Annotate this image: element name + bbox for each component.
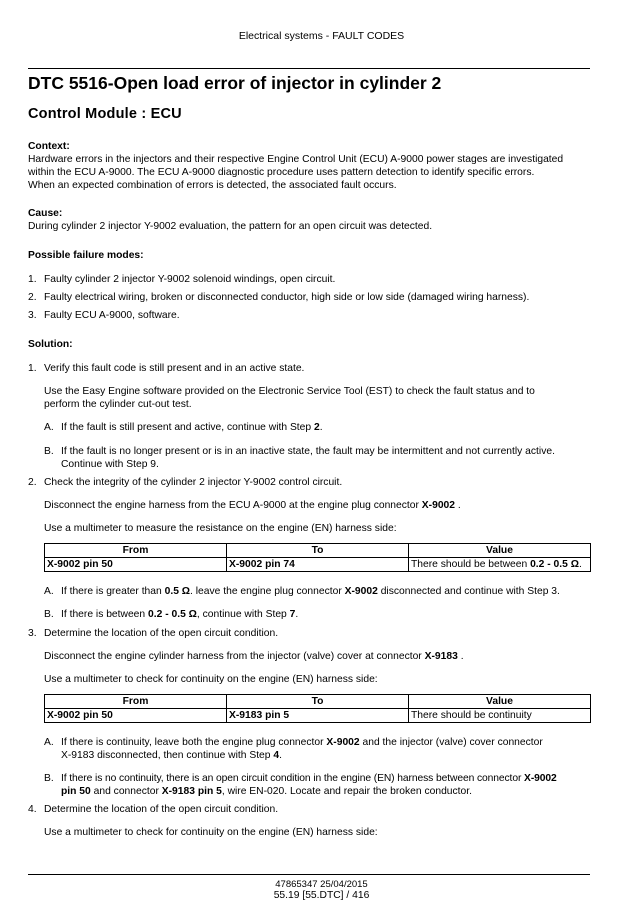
table-header-value: Value (409, 695, 591, 709)
step-number: 1. (28, 363, 37, 374)
failure-mode-item: Faulty electrical wiring, broken or disconnected conductor, high side or low side (damaged wiring harness). (44, 292, 530, 303)
table-cell-value: There should be between 0.2 - 0.5 Ω. (409, 558, 591, 572)
footer-rule (28, 874, 590, 875)
substep-letter: B. (44, 446, 54, 457)
cause-text: During cylinder 2 injector Y-9002 evaluation, the pattern for an open circuit was detected. (28, 221, 433, 232)
substep-letter: B. (44, 773, 54, 784)
step-2-substep-b: If there is between 0.2 - 0.5 Ω, continue with Step 7. (61, 609, 299, 620)
step-1-substep-a: If the fault is still present and active, continue with Step 2. (61, 422, 323, 433)
table-header-row (45, 544, 591, 558)
footer-doc-id: 47865347 25/04/2015 (275, 879, 368, 890)
cause-heading: Cause: (28, 208, 63, 219)
table-cell-value: There should be continuity (409, 709, 591, 723)
table-row (45, 709, 591, 723)
table-cell-from: X-9002 pin 50 (45, 709, 227, 723)
failure-mode-item: Faulty cylinder 2 injector Y-9002 solenoid windings, open circuit. (44, 274, 336, 285)
context-line-3: When an expected combination of errors is detected, the associated fault occurs. (28, 180, 397, 191)
solution-heading: Solution: (28, 339, 73, 350)
step-1-detail-line-2: perform the cylinder cut-out test. (44, 399, 192, 410)
step-3-substep-b-line-1: If there is no continuity, there is an open circuit condition in the engine (EN) harness between connector X-9002 (61, 773, 557, 784)
running-header: Electrical systems - FAULT CODES (238, 30, 405, 42)
step-3-substep-a-line-1: If there is continuity, leave both the engine plug connector X-9002 and the injector (valve) cover connector (61, 737, 543, 748)
step-1-substep-b-line-1: If the fault is no longer present or is in an inactive state, the fault may be intermittent and not currently active. (61, 446, 555, 457)
substep-letter: A. (44, 422, 54, 433)
footer-page-number: 55.19 [55.DTC] / 416 (273, 890, 370, 901)
header-rule (28, 68, 590, 69)
table-header-row (45, 695, 591, 709)
context-line-2: within the ECU A-9000. The ECU A-9000 diagnostic procedure uses pattern detection to identify specific errors. (28, 167, 535, 178)
page-title: DTC 5516-Open load error of injector in cylinder 2 (28, 73, 442, 93)
step-2-text: Check the integrity of the cylinder 2 injector Y-9002 control circuit. (44, 477, 343, 488)
step-3-disconnect: Disconnect the engine cylinder harness from the injector (valve) cover at connector X-9183 . (44, 651, 464, 662)
failure-mode-number: 1. (28, 274, 37, 285)
step-1-text: Verify this fault code is still present and in an active state. (44, 363, 305, 374)
step-2-resistance-table (44, 543, 591, 572)
step-3-substep-a-line-2: X-9183 disconnected, then continue with Step 4. (61, 750, 282, 761)
step-3-text: Determine the location of the open circuit condition. (44, 628, 279, 639)
step-1-substep-b-line-2: Continue with Step 9. (61, 459, 159, 470)
context-heading: Context: (28, 141, 70, 152)
substep-letter: A. (44, 737, 54, 748)
step-4-text: Determine the location of the open circuit condition. (44, 804, 279, 815)
step-3-substep-b-line-2: pin 50 and connector X-9183 pin 5, wire EN-020. Locate and repair the broken conductor. (61, 786, 472, 797)
substep-letter: B. (44, 609, 54, 620)
table-header-to: To (227, 544, 409, 558)
step-2-disconnect: Disconnect the engine harness from the ECU A-9000 at the engine plug connector X-9002 . (44, 500, 461, 511)
control-module-heading: Control Module : ECU (28, 106, 182, 122)
step-3-continuity-table (44, 694, 591, 723)
table-header-from: From (45, 544, 227, 558)
context-line-1: Hardware errors in the injectors and their respective Engine Control Unit (ECU) A-9000 power stages are investigated (28, 154, 564, 165)
failure-mode-item: Faulty ECU A-9000, software. (44, 310, 180, 321)
step-3-measure: Use a multimeter to check for continuity on the engine (EN) harness side: (44, 674, 378, 685)
table-header-value: Value (409, 544, 591, 558)
step-number: 3. (28, 628, 37, 639)
failure-modes-heading: Possible failure modes: (28, 250, 144, 261)
failure-mode-number: 2. (28, 292, 37, 303)
table-header-to: To (227, 695, 409, 709)
step-number: 4. (28, 804, 37, 815)
step-number: 2. (28, 477, 37, 488)
substep-letter: A. (44, 586, 54, 597)
table-row (45, 558, 591, 572)
step-2-measure: Use a multimeter to measure the resistance on the engine (EN) harness side: (44, 523, 397, 534)
table-cell-to: X-9183 pin 5 (227, 709, 409, 723)
step-1-detail-line-1: Use the Easy Engine software provided on the Electronic Service Tool (EST) to check the fault status and to (44, 386, 535, 397)
failure-mode-number: 3. (28, 310, 37, 321)
table-header-from: From (45, 695, 227, 709)
table-cell-from: X-9002 pin 50 (45, 558, 227, 572)
table-cell-to: X-9002 pin 74 (227, 558, 409, 572)
step-4-measure: Use a multimeter to check for continuity on the engine (EN) harness side: (44, 827, 378, 838)
step-2-substep-a: If there is greater than 0.5 Ω. leave the engine plug connector X-9002 disconnected and continue with Step 3. (61, 586, 560, 597)
